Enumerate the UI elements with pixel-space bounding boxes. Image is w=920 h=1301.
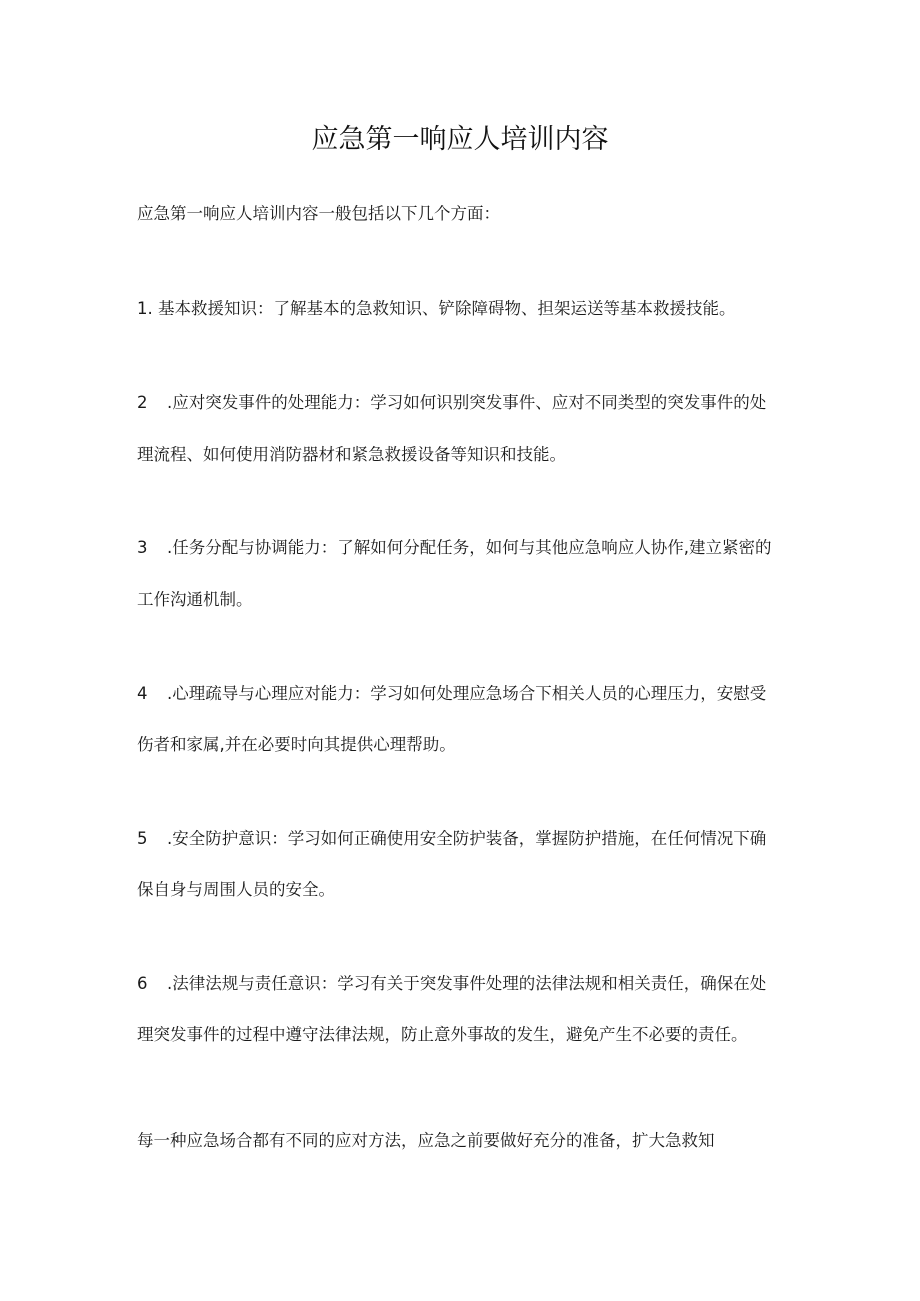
- item-number: 6: [137, 974, 148, 993]
- item-text-line: .任务分配与协调能力：了解如何分配任务，如何与其他应急响应人协作,建立紧密的: [167, 538, 772, 557]
- list-item-2: [137, 376, 787, 430]
- list-item-4-continuation: 伤者和家属,并在必要时向其提供心理帮助。: [137, 735, 456, 754]
- list-item-1: [137, 282, 787, 336]
- list-item-5-continuation: 保自身与周围人员的安全。: [137, 880, 335, 899]
- item-number: 1.: [137, 299, 153, 318]
- intro-paragraph: 应急第一响应人培训内容一般包括以下几个方面：: [137, 204, 500, 223]
- list-item-3: [137, 521, 787, 575]
- item-text-line: .心理疏导与心理应对能力：学习如何处理应急场合下相关人员的心理压力，安慰受: [167, 684, 767, 703]
- item-number: 3: [137, 538, 148, 557]
- item-number: 4: [137, 684, 148, 703]
- closing-paragraph: 每一种应急场合都有不同的应对方法，应急之前要做好充分的准备，扩大急救知: [137, 1131, 715, 1150]
- item-number: 5: [137, 829, 148, 848]
- page-title: 应急第一响应人培训内容: [311, 124, 609, 155]
- item-text-line: .法律法规与责任意识：学习有关于突发事件处理的法律法规和相关责任，确保在处: [167, 974, 767, 993]
- list-item-5: [137, 812, 787, 866]
- item-text-line: 基本救援知识：了解基本的急救知识、铲除障碍物、担架运送等基本救援技能。: [158, 299, 736, 318]
- list-item-6-continuation: 理突发事件的过程中遵守法律法规，防止意外事故的发生，避免产生不必要的责任。: [137, 1025, 748, 1044]
- list-item-4: [137, 667, 787, 721]
- list-item-6: [137, 957, 787, 1011]
- item-text-line: .应对突发事件的处理能力：学习如何识别突发事件、应对不同类型的突发事件的处: [167, 393, 767, 412]
- item-text-line: .安全防护意识：学习如何正确使用安全防护装备，掌握防护措施，在任何情况下确: [167, 829, 767, 848]
- list-item-2-continuation: 理流程、如何使用消防器材和紧急救援设备等知识和技能。: [137, 445, 566, 464]
- list-item-3-continuation: 工作沟通机制。: [137, 590, 253, 609]
- item-number: 2: [137, 393, 148, 412]
